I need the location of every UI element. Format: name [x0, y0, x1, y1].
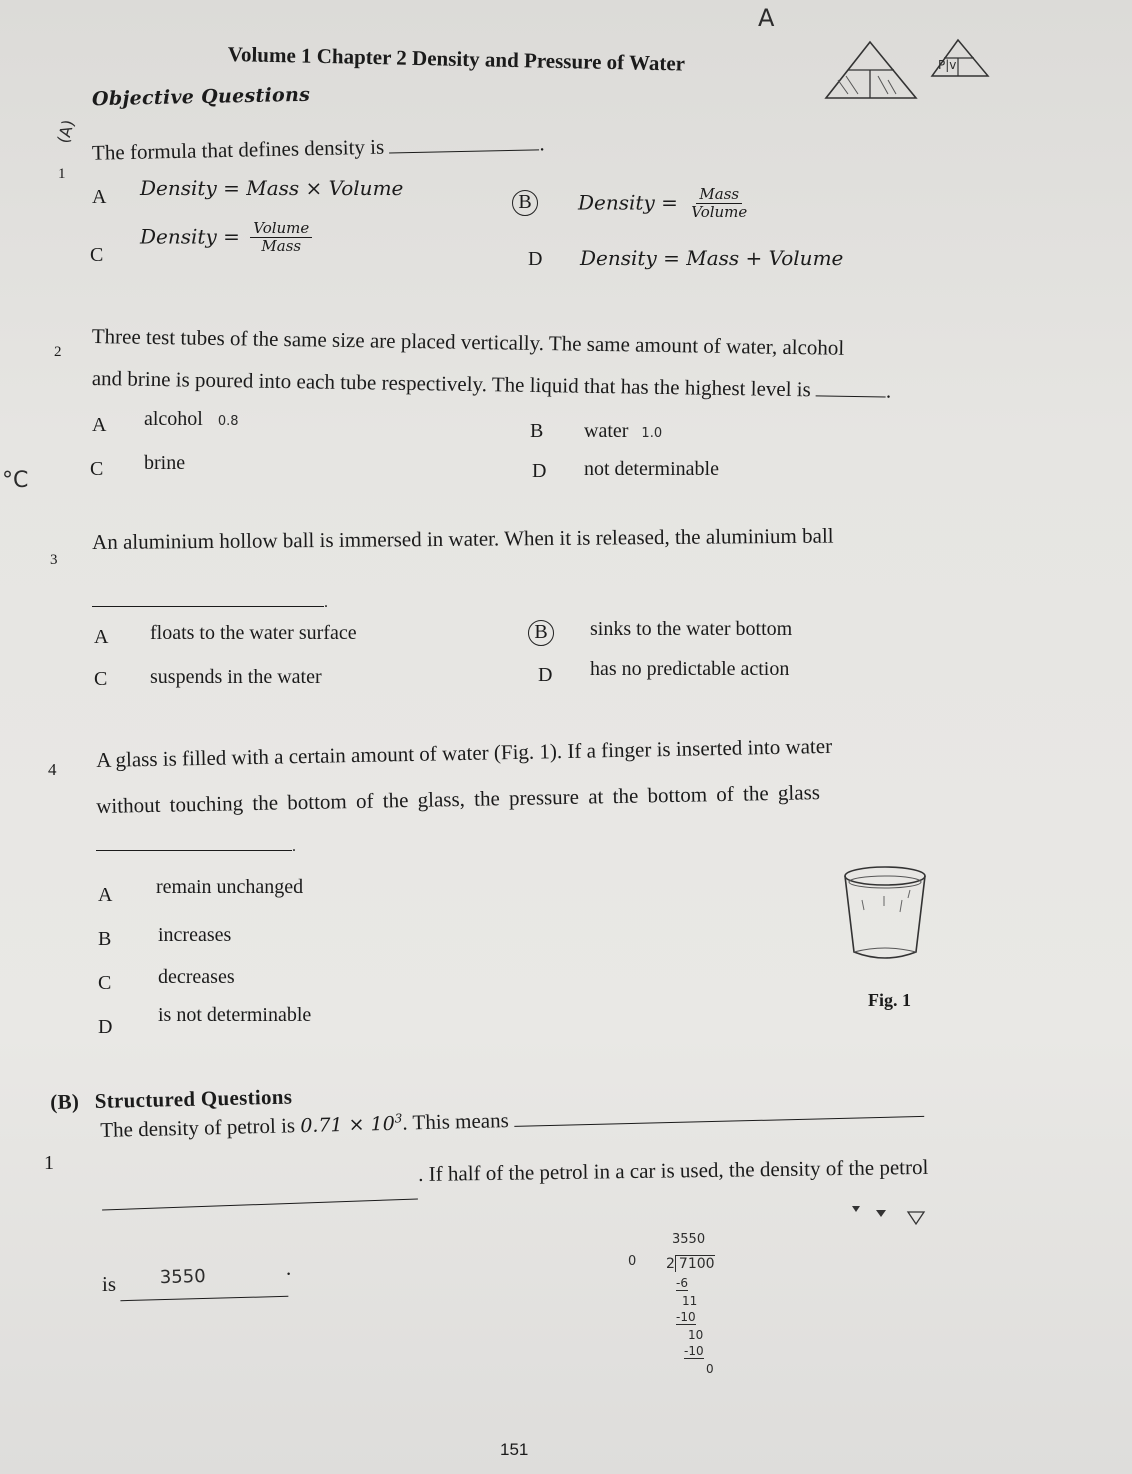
margin-doodles [848, 1200, 928, 1230]
q1-option-c-letter: C [90, 244, 104, 266]
q1-option-a[interactable]: Density = Mass × Volume [140, 176, 404, 200]
section-a-marker: (A) [53, 117, 78, 146]
b-q1-line1: The density of petrol is $0.71 \times 10^3$. This means [100, 1098, 924, 1143]
q2-option-b[interactable]: water 1.0 [584, 420, 663, 442]
b-q1-density-blank[interactable] [120, 1266, 289, 1301]
q1-stem: The formula that defines density is [91, 134, 385, 165]
section-a-title: Objective Questions [91, 83, 311, 111]
q2-option-a[interactable]: alcohol 0.8 [144, 408, 239, 430]
working-quotient: 3550 [672, 1232, 706, 1247]
page-number: 151 [500, 1440, 529, 1459]
b-q1-line3-prefix: is [102, 1272, 117, 1296]
b-q1-line3-end: . [286, 1256, 292, 1280]
q4-option-b-letter: B [98, 928, 112, 950]
q3-answer-line[interactable]: . [92, 594, 328, 612]
working-step: 10 [688, 1328, 704, 1342]
q1-number: 1 [58, 166, 66, 182]
triangle-label: P|v [938, 58, 957, 72]
density-triangle-sketch [818, 36, 923, 104]
q1-option-c[interactable]: Density = $\frac{\text{Volume}}{\text{Mass}}$ [140, 220, 316, 256]
q3-option-c-letter: C [94, 668, 108, 690]
q4-option-a-letter: A [98, 884, 113, 906]
answer-circle: B [528, 620, 554, 646]
working-step: 0 [706, 1362, 714, 1376]
q1-option-b-letter [512, 190, 538, 216]
section-b-heading [50, 1085, 293, 1115]
q3-answer-blank[interactable] [92, 606, 324, 607]
q1-option-d-letter: D [528, 248, 543, 270]
working-step: 11 [682, 1294, 698, 1308]
pressure-triangle-sketch [926, 34, 996, 84]
q4-option-b[interactable]: increases [158, 924, 232, 946]
q4-option-d[interactable]: is not determinable [158, 1004, 312, 1026]
handwritten-answer: 3550 [159, 1265, 206, 1289]
section-b-title: Structured Questions [94, 1084, 293, 1113]
q4-option-d-letter: D [98, 1016, 113, 1038]
q2-answer-blank[interactable] [816, 395, 886, 397]
b-q1-line2: . If half of the petrol in a car is used, the density of the petrol [418, 1154, 929, 1186]
working-divisor: 2 [666, 1256, 675, 1272]
glass-of-water-figure [840, 860, 930, 966]
q2-option-c-letter: C [90, 458, 104, 480]
q3-number: 3 [50, 552, 58, 568]
working-step: -6 [676, 1276, 688, 1290]
section-b-marker: (B) [50, 1089, 80, 1114]
q2-option-d-letter: D [532, 460, 547, 482]
q1-answer-blank[interactable] [390, 149, 540, 153]
b-q1-continuation-blank[interactable] [102, 1198, 418, 1210]
q2-note-alcohol: 0.8 [217, 414, 239, 429]
q2-option-d[interactable]: not determinable [584, 458, 719, 480]
q4-answer-line[interactable]: . [96, 838, 296, 856]
q4-option-c-letter: C [98, 972, 112, 994]
q3-option-d[interactable]: has no predictable action [590, 658, 790, 680]
q3-option-b[interactable]: sinks to the water bottom [590, 618, 793, 640]
working-stray-mark: 0 [628, 1254, 637, 1269]
q2-text-line2: and brine is poured into each tube respectively. The liquid that has the highest level is . [91, 366, 892, 403]
q2-text-line1: Three test tubes of the same size are placed vertically. The same amount of water, alcohol [91, 324, 845, 360]
q1-text: The formula that defines density is . [91, 131, 545, 165]
q1-option-a-letter: A [92, 186, 107, 208]
working-step: -10 [676, 1310, 696, 1324]
q2-number: 2 [54, 344, 62, 360]
b-q1-meaning-blank[interactable] [514, 1116, 924, 1127]
q3-option-b-letter [528, 620, 554, 646]
b-q1-line2-blank-wrap [102, 1164, 418, 1230]
working-division [666, 1256, 715, 1272]
answer-circle: B [512, 190, 538, 216]
q3-option-c[interactable]: suspends in the water [150, 666, 322, 688]
b-q1-number: 1 [44, 1152, 54, 1174]
q4-number: 4 [48, 760, 57, 779]
q3-option-d-letter: D [538, 664, 553, 686]
q3-text: An aluminium hollow ball is immersed in water. When it is released, the aluminium ball [92, 523, 834, 554]
q2-option-a-letter: A [92, 414, 107, 436]
chapter-title: Volume 1 Chapter 2 Density and Pressure of Water [227, 42, 686, 76]
figure-1-label: Fig. 1 [868, 990, 911, 1010]
q2-option-b-letter: B [530, 420, 544, 442]
q4-text-line1: A glass is filled with a certain amount of water (Fig. 1). If a finger is inserted into water [96, 733, 833, 772]
q4-text-line2: without touching the bottom of the glass, the pressure at the bottom of the glass [96, 780, 821, 818]
q2-option-c[interactable]: brine [144, 452, 186, 474]
q4-option-c[interactable]: decreases [158, 966, 235, 988]
q4-option-a[interactable]: remain unchanged [156, 876, 304, 898]
q4-answer-blank[interactable] [96, 850, 292, 851]
petrol-density-value: 0.71 × 10 [300, 1112, 396, 1138]
q3-option-a[interactable]: floats to the water surface [150, 622, 357, 644]
handwritten-triangle-marker: A [758, 4, 775, 32]
q2-note-water: 1.0 [641, 426, 663, 441]
working-dividend: 7100 [675, 1255, 715, 1272]
working-step: -10 [684, 1344, 704, 1358]
margin-note-celsius: °C [2, 468, 29, 493]
q3-option-a-letter: A [94, 626, 109, 648]
q1-option-b[interactable]: Density = $\frac{\text{Mass}}{\text{Volume}}$ [578, 185, 748, 222]
q1-option-d[interactable]: Density = Mass + Volume [580, 246, 844, 270]
